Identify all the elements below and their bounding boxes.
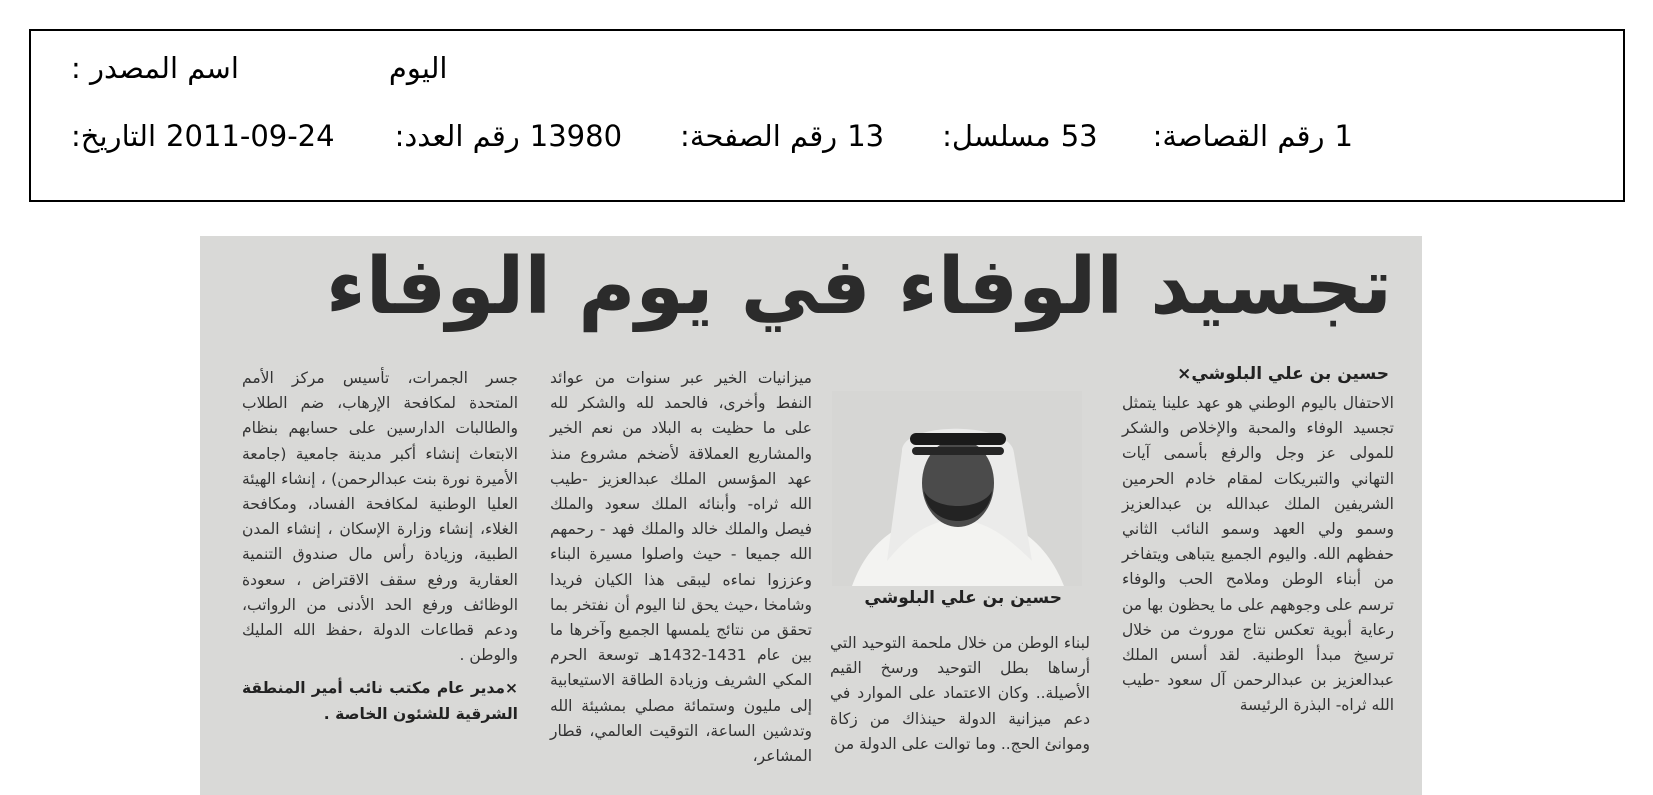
column-2-text: لبناء الوطن من خلال ملحمة التوحيد التي أرساها بطل التوحيد ورسخ القيم الأصيلة.. وكان الاعتماد على الموارد في دعم ميزانية الدولة حينذاك من زكاة وموانئ الحج.. وما توالت على الدولة من	[830, 634, 1090, 753]
column-3-text: ميزانيات الخير عبر سنوات من عوائد النفط وأخرى، فالحمد لله والشكر لله على ما حظيت به البلاد من نعم الخير والمشاريع العملاقة لأضخم مشروع منذ عهد المؤسس الملك عبدالعزيز -طيب الله ثراه- وأبنائه الملك سعود والملك فيصل والملك خالد والملك فهد - رحمهم الله جميعا - حيث واصلوا مسيرة البناء وعززوا نماءه ليبقى هذا الكيان فريدا وشامخا ،حيث يحق لنا اليوم أن نفتخر بما تحقق من نتائج يلمسها الجميع وآخرها ما بين عام 1431-1432هـ توسعة الحرم المكي الشريف وزيادة الطاقة الاستيعابية إلى مليون وستمائة مصلي بمشيئة الله وتدشين الساعة، التوقيت العالمي، قطار المشاعر،	[550, 369, 812, 766]
author-byline: حسين بن علي البلوشي×	[1177, 364, 1389, 384]
issue-value: 13980	[529, 119, 623, 153]
clipping-metadata-box	[29, 29, 1625, 202]
page-value: 13	[847, 119, 885, 153]
serial-label: مسلسل:	[942, 119, 1051, 153]
source-value: اليوم	[388, 51, 448, 85]
author-footnote: ×مدير عام مكتب نائب أمير المنطقة الشرقية للشئون الخاصة .	[242, 679, 518, 723]
date-value: 2011-09-24	[166, 119, 335, 153]
issue-label: رقم العدد:	[394, 119, 520, 153]
serial-value: 53	[1060, 119, 1098, 153]
article-column-4	[242, 366, 518, 727]
author-photo	[832, 391, 1082, 586]
page-label: رقم الصفحة:	[680, 119, 838, 153]
article-column-1	[1122, 391, 1394, 719]
clip-value: 1	[1334, 119, 1353, 153]
details-row	[71, 119, 1583, 153]
article-column-2	[830, 631, 1090, 757]
date-label: التاريخ:	[71, 119, 157, 153]
source-label: اسم المصدر :	[71, 51, 239, 85]
column-1-text: الاحتفال باليوم الوطني هو عهد علينا يتمثل تجسيد الوفاء والمحبة والإخلاص والشكر للمولى عز وجل والرفع بأسمى آيات التهاني والتبريكات لمقام خادم الحرمين الشريفين الملك عبدالله بن عبدالعزيز وسمو ولي العهد وسمو النائب الثاني حفظهم الله. واليوم الجميع يتباهى ويتفاخر من أبناء الوطن وملامح الحب والوفاء ترسم على وجوههم على ما يحظون بها من رعاية أبوية تعكس نتاج موروث من خلال ترسيخ مبدأ الوطنية. لقد أسس الملك عبدالعزيز بن عبدالرحمن آل سعود -طيب الله ثراه- البذرة الرئيسة	[1122, 394, 1394, 715]
photo-caption: حسين بن علي البلوشي	[864, 588, 1062, 608]
column-4-text: جسر الجمرات، تأسيس مركز الأمم المتحدة لمكافحة الإرهاب، ضم الطلاب والطالبات الدارسين على حسابهم بنظام الابتعاث إنشاء أكبر مدينة جامعية (جامعة الأميرة نورة بنت عبدالرحمن) ، إنشاء الهيئة العليا الوطنية لمكافحة الفساد، ومكافحة الغلاء، إنشاء وزارة الإسكان ، إنشاء المدن الطبية، وزيادة رأس مال صندوق التنمية العقارية ورفع سقف الاقتراض ، سعودة الوظائف ورفع الحد الأدنى من الرواتب، ودعم قطاعات الدولة ،حفظ الله المليك والوطن .	[242, 369, 518, 665]
clip-label: رقم القصاصة:	[1152, 119, 1325, 153]
newspaper-clipping	[200, 236, 1422, 795]
article-headline: تجسيد الوفاء في يوم الوفاء	[325, 242, 1392, 332]
article-column-3	[550, 366, 812, 769]
author-portrait-icon	[832, 391, 1082, 586]
source-row	[71, 51, 1583, 85]
